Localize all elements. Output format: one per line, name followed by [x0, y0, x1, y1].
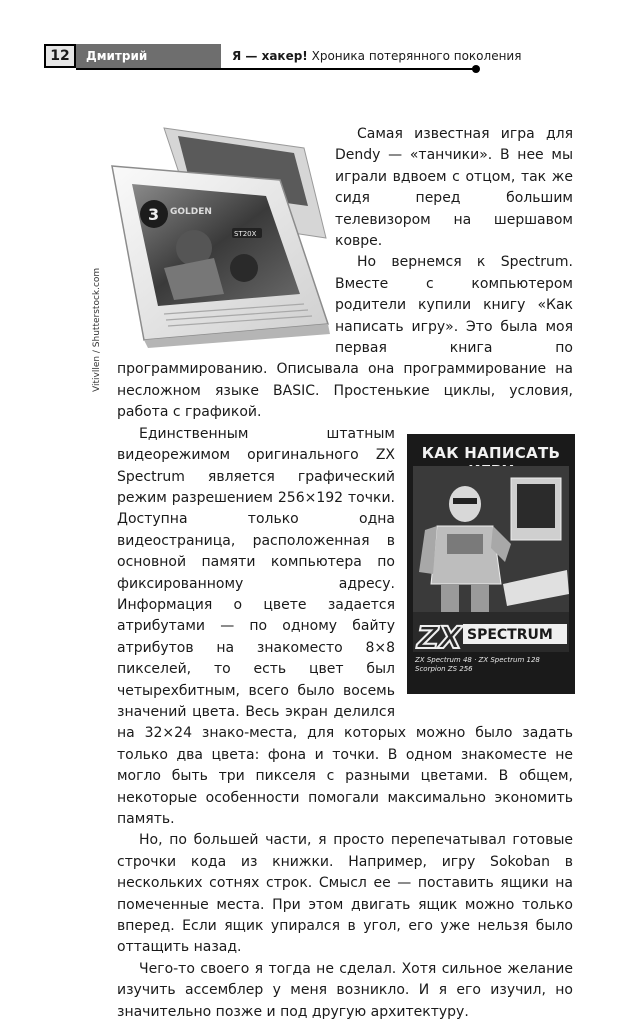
cover-footer-line-2: Scorpion ZS 256: [415, 665, 473, 673]
cartridge-label-golden: GOLDEN: [170, 207, 212, 217]
body-text: [117, 124, 573, 1023]
book-title-bold: Я — хакер!: [232, 49, 308, 63]
running-header: [0, 44, 644, 87]
photo-credit: Vitivllen / Shutterstock.com: [92, 267, 102, 392]
svg-text:3: 3: [148, 205, 160, 224]
paragraph-3: Единственным штатным видеорежимом оригинального ZX Spectrum является графический режим разрешением 256×192 точки. Доступна только одна видеостраница, расположенная в основной памяти компьютера по фиксированному адресу. Информация о цвете задается атрибутами — по одному байту атрибутов на знакоместо 8×8 пикселей, то есть цвет был четырехбитным, всего было восемь значений цвета. Весь экран делился на 32×24 знако-места, для которых можно было задать только два цвета: фона и точки. В одном знакоместе не могло быть три пикселя с разными цветами. В общем, некоторые особенности помогали максимально экономить память.: [117, 425, 573, 827]
author-name: Дмитрий Артимович: [76, 44, 221, 68]
cartridge-label-code: ST20X: [234, 230, 257, 238]
page-number: 12: [44, 44, 76, 68]
header-rule: [76, 68, 476, 70]
header-rule-dot: [472, 65, 480, 73]
paragraph-4: Но, по большей части, я просто перепечатывал готовые строчки кода из книжки. Например, игру Sokoban в нескольких сотнях строк. Смысл ее — поставить ящики на помеченные места. При этом двигать ящик можно только вперед. Если ящик упирался в угол, его уже нельзя было оттащить назад.: [117, 832, 573, 956]
cover-title: КАК НАПИСАТЬ: [421, 444, 561, 462]
paragraph-5: Чего-то своего я тогда не сделал. Хотя сильное желание изучить ассемблер у меня возникло. И я его изучил, но значительно позже и под другую архитектуру.: [117, 960, 573, 1020]
paragraph-1: Самая известная игра для Dendy — «танчики». В нее мы играли вдвоем с отцом, так же сидя перед большим телевизором на шершавом ковре.: [335, 126, 573, 250]
book-title: [232, 47, 521, 65]
cover-logo-spectrum: SPECTRUM: [467, 627, 553, 643]
paragraph-2: Но вернемся к Spectrum. Вместе с компьютером родители купили книгу «Как написать игру». Это была моя первая книга по программированию. Описывала она программирование на несложном языке BASIC. Простенькие циклы, условия, работа с графикой.: [117, 254, 573, 421]
cover-logo-zx: ZX: [417, 621, 462, 656]
cartridge-float-space: [97, 124, 335, 350]
cover-float-space: [407, 434, 573, 700]
book-title-rest: Хроника потерянного поколения: [311, 49, 522, 63]
cover-footer-line-1: ZX Spectrum 48 · ZX Spectrum 128: [415, 656, 540, 664]
